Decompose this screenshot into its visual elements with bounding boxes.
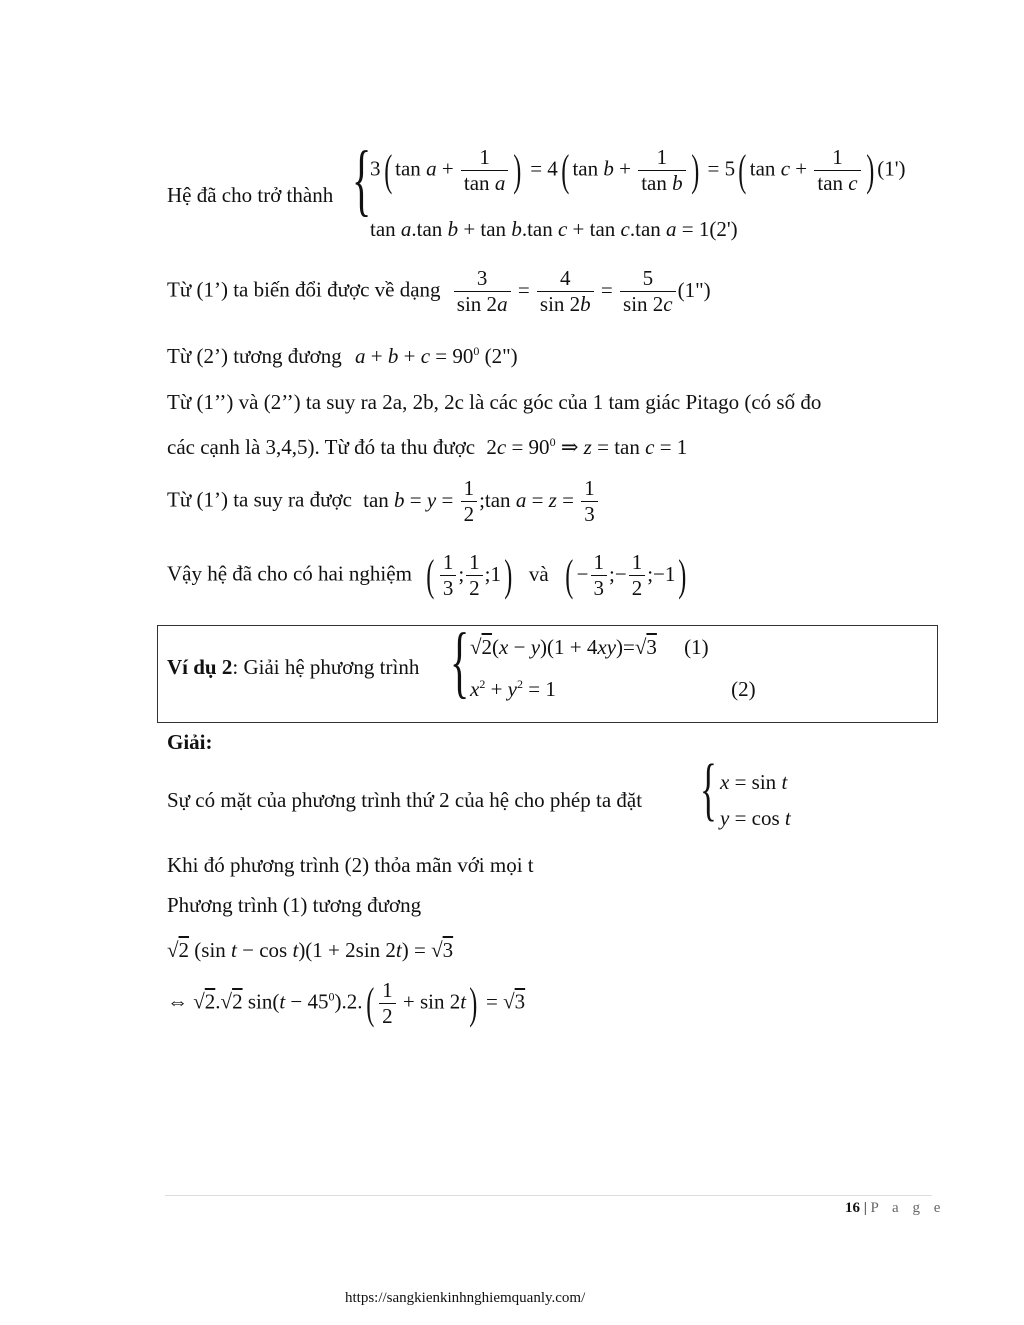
vay-he-nghiem: Vậy hệ đã cho có hai nghiệm ( $\frac{1}{3}$ ; $\frac{1}{2}$ ;1) và ( − $\frac{1}{3}$ ;− $\frac{1}{2}$ ;−1): [167, 550, 687, 601]
khi-do: Khi đó phương trình (2) thỏa mãn với mọi t: [167, 853, 534, 877]
tu2-tuong-duong: Từ (2’) tương đương $a + b + c = 90^0$ (2"): [167, 344, 518, 368]
cac-canh: các cạnh là 3,4,5). Từ đó ta thu được $2c = 90^0$ ⇒ z = tan c = 1: [167, 435, 688, 459]
system-brace-1: {: [352, 136, 372, 224]
tu1-suy-ra: Từ (1’) ta suy ra được tan b = y = $\frac{1}{2}$ ;tan a = z = $\frac{1}{3}$: [167, 476, 600, 527]
phuong-trinh-1: Phương trình (1) tương đương: [167, 893, 422, 917]
vidu-heading: Ví dụ 2: Giải hệ phương trình: [167, 655, 420, 679]
equation-1: √2 (sin t − cos t)(1 + 2sin 2t) = √3: [167, 938, 454, 962]
su-co-mat: Sự có mặt của phương trình thứ 2 của hệ cho phép ta đặt: [167, 788, 643, 812]
paragraph-pitago: Từ (1’’) và (2’’) ta suy ra 2a, 2b, 2c là các góc của 1 tam giác Pitago (có số đo: [167, 390, 822, 414]
he-da-cho-label: Hệ đã cho trở thành: [167, 183, 334, 207]
giai-heading: Giải:: [167, 730, 213, 754]
footer-url: https://sangkienkinhnghiemquanly.com/: [345, 1290, 586, 1306]
system-brace-2: {: [450, 618, 470, 706]
page-number: 16 | P a g e: [845, 1200, 946, 1216]
equation-2: ⇔ √2.√2 $\sin(t - 45^0).2$.( $\frac{1}{2}$ + sin 2t) = √3: [167, 978, 526, 1029]
footer-rule: [165, 1195, 932, 1196]
tu1-bien-doi: Từ (1’) ta biến đổi được về dạng $\frac{3}{\sin 2a}$ = $\frac{4}{\sin 2b}$ = $\frac{5}{\sin 2c}$ (1"): [167, 266, 711, 317]
system-brace-3: {: [700, 751, 717, 828]
